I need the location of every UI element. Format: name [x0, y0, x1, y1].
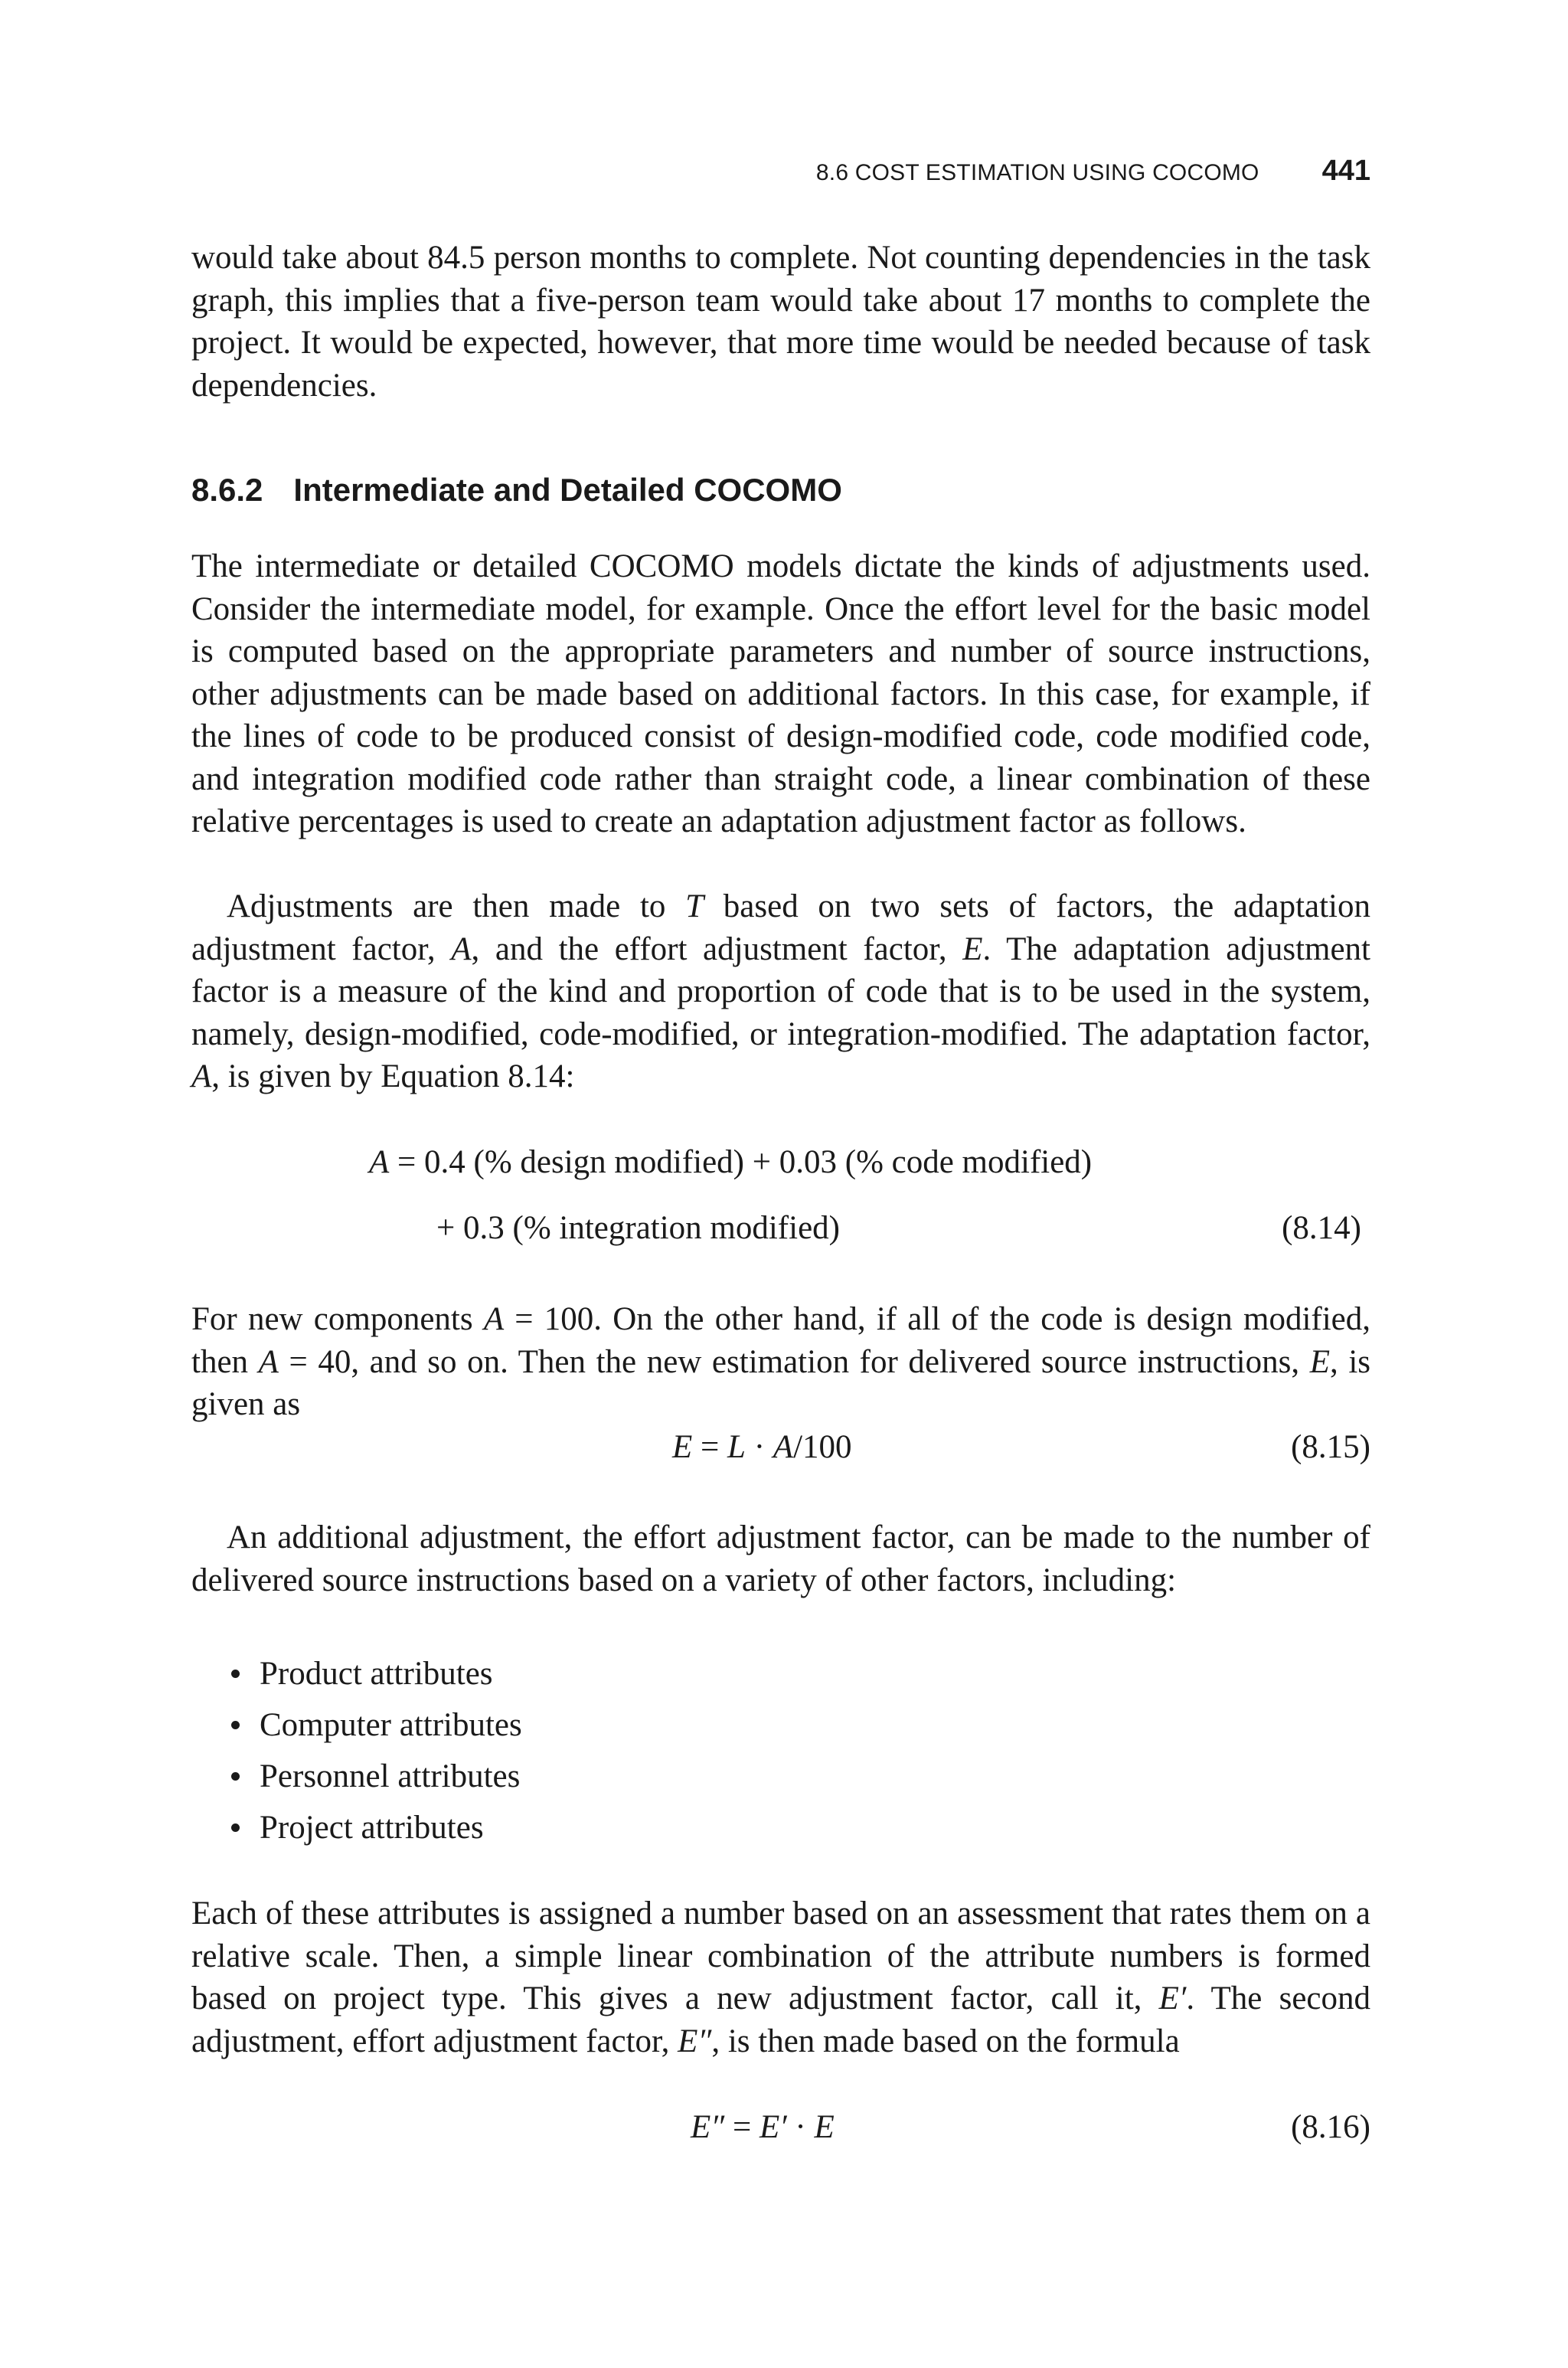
- paragraph-intermediate-model: The intermediate or detailed COCOMO models dictate the kinds of adjustments used. Consider the intermediate model, for example. Once the effort level for the basic model is computed based on the appropriate parameters and number of source instructions, other adjustments can be made based on additional factors. In this case, for example, if the lines of code to be produced consist of design-modified code, code modified code, and integration modified code rather than straight code, a linear combination of these relative percentages is used to create an adaptation adjustment factor as follows.: [191, 548, 1370, 839]
- page-number: 441: [1321, 155, 1370, 187]
- section-number: 8.6.2: [191, 472, 263, 508]
- paragraph-new-components: For new components A = 100. On the other hand, if all of the code is design modified, then A = 40, and so on. Then the new estimation for delivered source instructions, E, is given as: [191, 1301, 1371, 1422]
- bullet-icon: [231, 1721, 240, 1729]
- paragraph-attribute-combination: Each of these attributes is assigned a number based on an assessment that rates them on a relative scale. Then, a simple linear combination of the attribute numbers is formed based on project type. This gives a new adjustment factor, call it, E′. The second adjustment, effort adjustment factor, E″, is then made based on the formula: [191, 1895, 1370, 2059]
- equation-8-14-line-2: + 0.3 (% integration modified) (8.14): [191, 1207, 1370, 1250]
- equation-8-16: E″ = E′ · E (8.16): [191, 2106, 1370, 2149]
- equation-number-8-14: (8.14): [1282, 1210, 1361, 1246]
- equation-8-15: E = L · A/100 (8.15): [191, 1426, 1370, 1469]
- book-page: [191, 0, 1370, 2368]
- list-item: Product attributes: [231, 1648, 522, 1699]
- bullet-icon: [231, 1670, 240, 1678]
- equation-8-14-line-1: A = 0.4 (% design modified) + 0.03 (% code modified): [369, 1144, 1093, 1180]
- equation-number-8-15: (8.15): [1291, 1429, 1370, 1465]
- running-header: [816, 155, 1370, 188]
- paragraph-continuation: would take about 84.5 person months to complete. Not counting dependencies in the task graph, this implies that a five-person team would take about 17 months to complete the project. It would be expected, however, that more time would be needed because of task dependencies.: [191, 240, 1370, 404]
- list-item: Project attributes: [231, 1802, 522, 1853]
- equation-number-8-16: (8.16): [1291, 2109, 1370, 2145]
- list-item: Computer attributes: [231, 1699, 522, 1751]
- paragraph-effort-adjustment: An additional adjustment, the effort adjustment factor, can be made to the number of delivered source instructions based on a variety of other factors, including:: [191, 1519, 1370, 1598]
- section-heading: [191, 472, 842, 509]
- section-title: Intermediate and Detailed COCOMO: [293, 472, 842, 508]
- running-title: 8.6 COST ESTIMATION USING COCOMO: [815, 160, 1259, 185]
- bullet-icon: [231, 1823, 240, 1832]
- list-item: Personnel attributes: [231, 1751, 522, 1802]
- paragraph-adjustments: Adjustments are then made to T based on two sets of factors, the adaptation adjustment factor, A, and the effort adjustment factor, E. The adaptation adjustment factor is a measure of the kind and proportion of code that is to be used in the system, namely, design-modified, code-modified, or integration-modified. The adaptation factor, A, is given by Equation 8.14:: [191, 888, 1371, 1094]
- attribute-list: [231, 1648, 522, 1853]
- bullet-icon: [231, 1772, 240, 1781]
